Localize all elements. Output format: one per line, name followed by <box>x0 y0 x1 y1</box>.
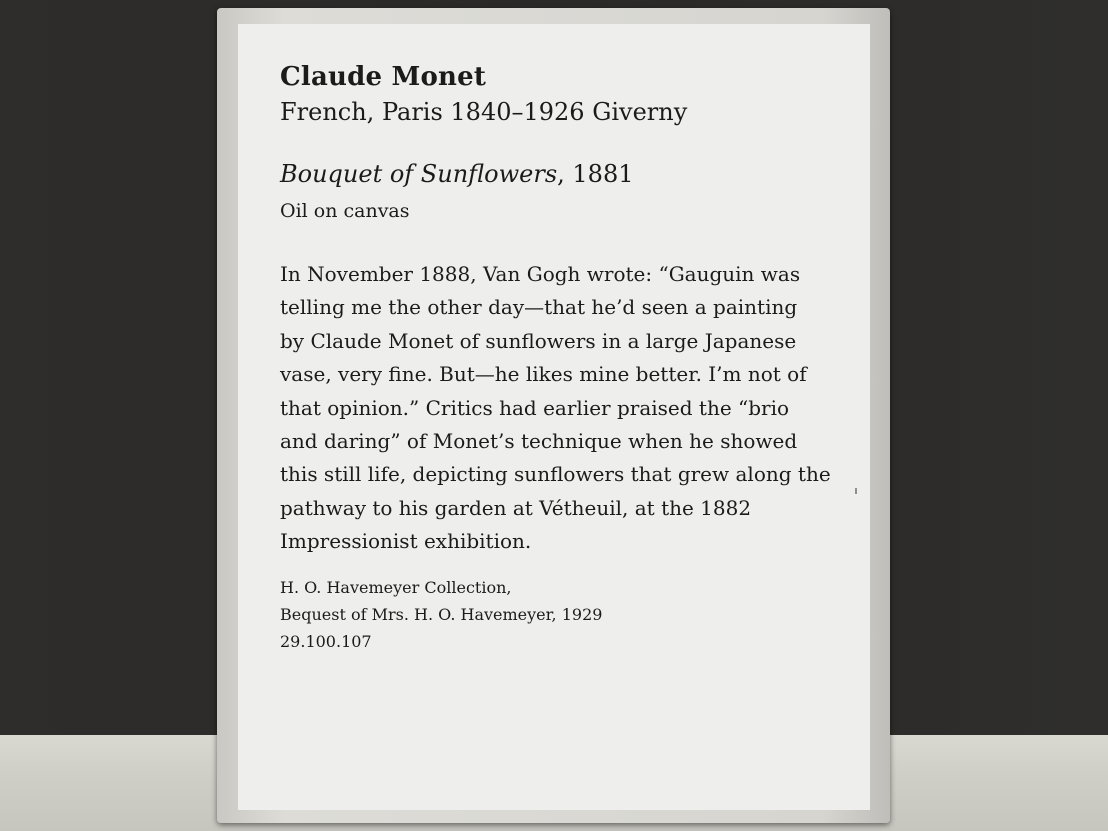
description-line: this still life, depicting sunflowers that grew along the <box>280 462 831 487</box>
description-line: In November 1888, Van Gogh wrote: “Gauguin was <box>280 262 801 286</box>
description-line: telling me the other day—that he’d seen a painting <box>280 295 798 320</box>
description-line: and daring” of Monet’s technique when he showed <box>280 429 798 454</box>
credit-line-item: Bequest of Mrs. H. O. Havemeyer, 1929 <box>280 605 603 624</box>
description-line: vase, very fine. But—he likes mine better. I’m not of <box>280 362 807 387</box>
artwork-title-line <box>280 160 634 188</box>
description-line: by Claude Monet of sunflowers in a large Japanese <box>280 328 797 353</box>
artist-name: Claude Monet <box>280 62 487 92</box>
description-line: pathway to his garden at Vétheuil, at the 1882 <box>280 495 752 520</box>
credit-line-item: H. O. Havemeyer Collection, <box>280 578 512 597</box>
accession-number: 29.100.107 <box>280 632 372 651</box>
artwork-year: , 1881 <box>557 160 634 188</box>
credit-line <box>280 574 602 655</box>
description-line: that opinion.” Critics had earlier praised the “brio <box>280 395 790 420</box>
description-line: Impressionist exhibition. <box>280 529 532 554</box>
card-scuff-mark <box>855 488 857 494</box>
artist-bio: French, Paris 1840–1926 Giverny <box>280 98 688 126</box>
artwork-medium: Oil on canvas <box>280 200 410 222</box>
artwork-title: Bouquet of Sunflowers <box>280 160 558 188</box>
description-text <box>280 258 840 559</box>
